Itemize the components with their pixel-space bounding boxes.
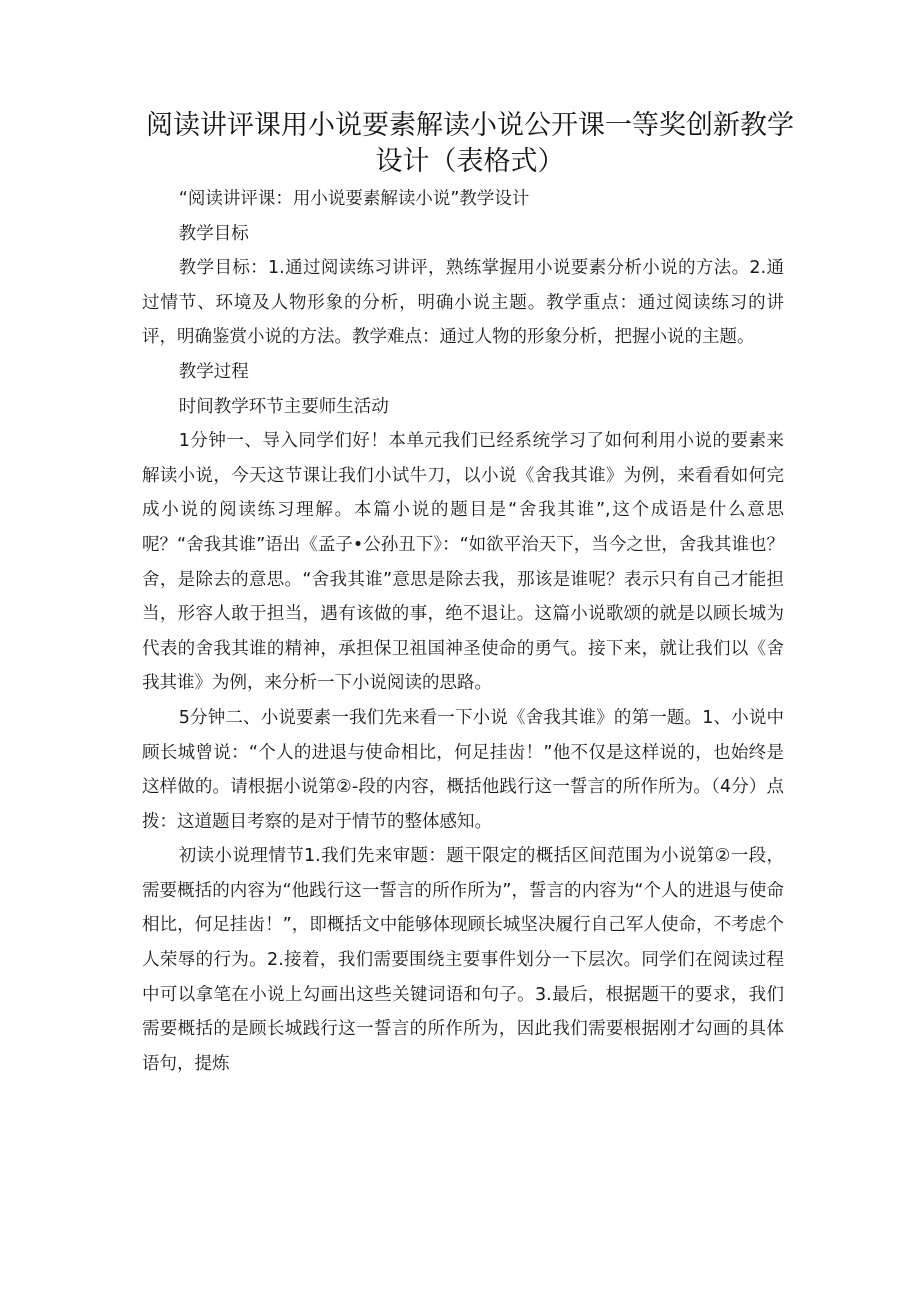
objectives-paragraph: 教学目标：1.通过阅读练习讲评，熟练掌握用小说要素分析小说的方法。2.通过情节、环境及人物形象的分析，明确小说主题。教学重点：通过阅读练习的讲评，明确鉴赏小说的方法。教学难点：通过人物的形象分析，把握小说的主题。 <box>142 258 784 348</box>
objectives-heading: 教学目标 <box>178 223 249 244</box>
document-body <box>142 182 784 1081</box>
lesson-plan-heading: “阅读讲评课：用小说要素解读小说”教学设计 <box>178 189 530 209</box>
plot-paragraph: 初读小说理情节1.我们先来审题：题干限定的概括区间范围为小说第②一段，需要概括的内容为“他践行这一誓言的所作所为”，誓言的内容为“个人的进退与使命相比，何足挂齿！”，即概括文中能够体现顾长城坚决履行自己军人使命，不考虑个人荣辱的行为。2.接着，我们需要围绕主要事件划分一下层次。同学们在阅读过程中可以拿笔在小说上勾画出这些关键词语和句子。3.最后，根据题干的要求，我们需要概括的是顾长城践行这一誓言的所作所为，因此我们需要根据刚才勾画的具体语句，提炼 <box>142 846 784 1074</box>
table-header-line: 时间教学环节主要师生活动 <box>178 396 389 417</box>
process-heading: 教学过程 <box>178 361 249 382</box>
elements-paragraph: 5分钟二、小说要素一我们先来看一下小说《舍我其谁》的第一题。1、小说中顾长城曾说：“个人的进退与使命相比，何足挂齿！”他不仅是这样说的，也始终是这样做的。请根据小说第②-段的内容，概括他践行这一誓言的所作所为。（4分）点拨：这道题目考察的是对于情节的整体感知。 <box>142 707 784 832</box>
intro-paragraph: 1分钟一、导入同学们好！本单元我们已经系统学习了如何利用小说的要素来解读小说，今天这节课让我们小试牛刀，以小说《舍我其谁》为例，来看看如何完成小说的阅读练习理解。本篇小说的题目是“舍我其谁”,这个成语是什么意思呢？“舍我其谁”语出《孟子•公孙丑下》：“如欲平治天下，当今之世，舍我其谁也？舍，是除去的意思。“舍我其谁”意思是除去我，那该是谁呢？表示只有自己才能担当，形容人敢于担当，遇有该做的事，绝不退让。这篇小说歌颂的就是以顾长城为代表的舍我其谁的精神，承担保卫祖国神圣使命的勇气。接下来，就让我们以《舍我其谁》为例，来分析一下小说阅读的思路。 <box>142 431 784 694</box>
document-title: 阅读讲评课用小说要素解读小说公开课一等奖创新教学设计（表格式） <box>146 110 794 177</box>
